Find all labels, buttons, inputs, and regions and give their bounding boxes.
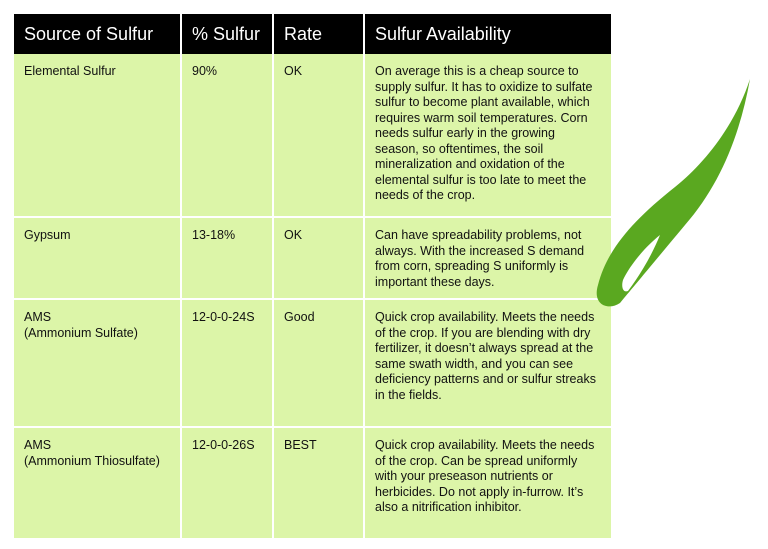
source-name: Gypsum (24, 228, 71, 242)
table-row (14, 217, 611, 299)
rate-cell: BEST (273, 427, 364, 538)
table-row (14, 54, 611, 217)
header-row (14, 14, 611, 54)
source-subtitle: (Ammonium Thiosulfate) (24, 453, 160, 468)
header-source: Source of Sulfur (14, 14, 181, 54)
table-row (14, 299, 611, 427)
table-row (14, 427, 611, 538)
rate-cell: OK (273, 217, 364, 299)
source-cell (14, 427, 181, 538)
source-name: AMS (24, 438, 52, 452)
source-cell (14, 299, 181, 427)
availability-cell: Quick crop availability. Meets the needs of the crop. Can be spread uniformly with your preseason nutrients or herbicides. Do not apply in-furrow. It’s also a nitrification inhibitor. (364, 427, 611, 538)
availability-cell: On average this is a cheap source to supply sulfur. It has to oxidize to sulfate sulfur to become plant available, which requires warm soil temperatures. Corn needs sulfur early in the growing season, so oftentimes, the soil mineralization and oxidation of the elemental sulfur is too late to meet the needs of the crop. (364, 54, 611, 217)
source-cell (14, 54, 181, 217)
source-name: Elemental Sulfur (24, 64, 116, 78)
percent-cell: 90% (181, 54, 273, 217)
sulfur-sources-table (14, 14, 611, 538)
source-cell (14, 217, 181, 299)
percent-cell: 12-0-0-26S (181, 427, 273, 538)
availability-cell: Quick crop availability. Meets the needs of the crop. If you are blending with dry fertilizer, it doesn’t always spread at the same swath width, and you can see deficiency patterns and or sulfur streaks in the fields. (364, 299, 611, 427)
percent-cell: 12-0-0-24S (181, 299, 273, 427)
rate-cell: Good (273, 299, 364, 427)
header-rate: Rate (273, 14, 364, 54)
availability-cell: Can have spreadability problems, not always. With the increased S demand from corn, spreading S uniformly is important these days. (364, 217, 611, 299)
header-percent: % Sulfur (181, 14, 273, 54)
rate-cell: OK (273, 54, 364, 217)
header-availability: Sulfur Availability (364, 14, 611, 54)
source-name: AMS (24, 310, 52, 324)
green-leaf-icon (590, 75, 760, 310)
percent-cell: 13-18% (181, 217, 273, 299)
source-subtitle: (Ammonium Sulfate) (24, 325, 138, 340)
